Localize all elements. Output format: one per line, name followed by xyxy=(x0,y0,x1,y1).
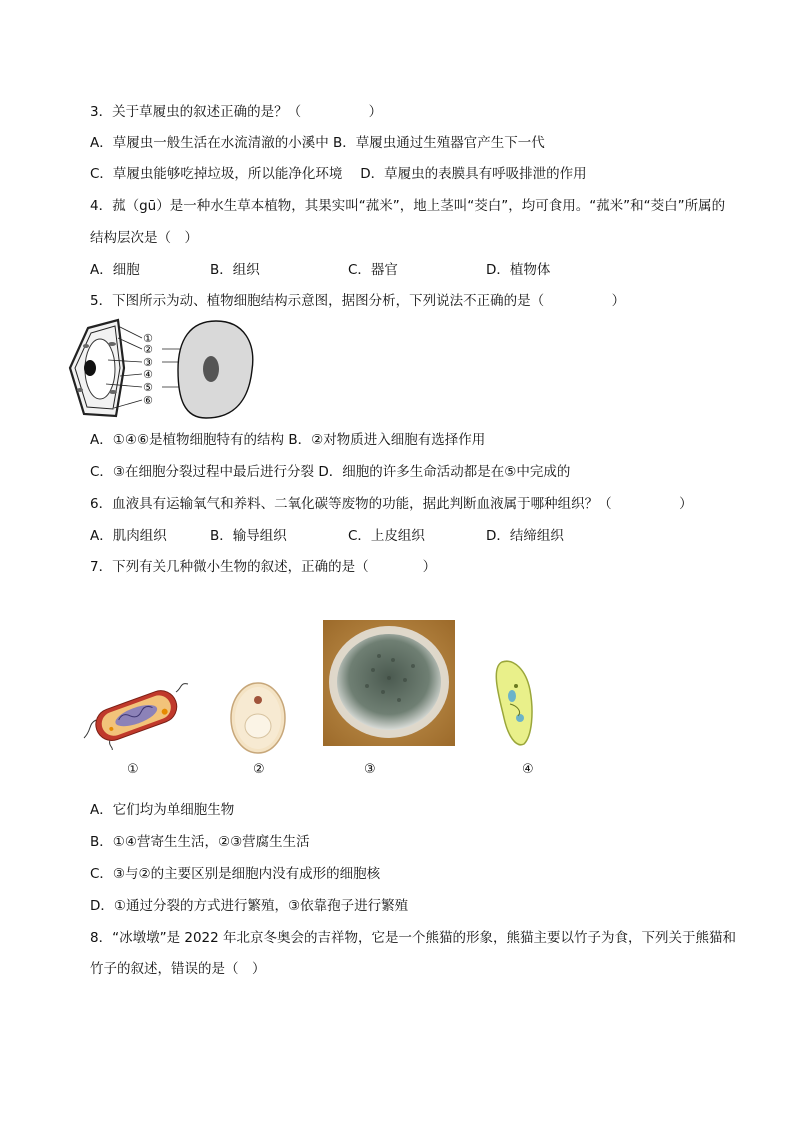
q5-stem: 5．下图所示为动、植物细胞结构示意图，据图分析，下列说法不正确的是（ ） xyxy=(90,293,626,309)
q7-option-d: D．①通过分裂的方式进行繁殖，③依靠孢子进行繁殖 xyxy=(90,898,409,914)
q4-option-a: A．细胞 xyxy=(90,262,140,278)
q7-option-c: C．③与②的主要区别是细胞内没有成形的细胞核 xyxy=(90,866,381,882)
q4-option-b: B．组织 xyxy=(210,262,260,278)
q5-options-line1: A．①④⑥是植物细胞特有的结构 B．②对物质进入细胞有选择作用 xyxy=(90,432,486,448)
image-label-2: ② xyxy=(253,762,265,777)
image-label-4: ④ xyxy=(522,762,534,777)
q6-option-a: A．肌肉组织 xyxy=(90,528,167,544)
plant-cell xyxy=(70,320,124,416)
bacterium-image xyxy=(80,680,190,750)
q7-stem: 7．下列有关几种微小生物的叙述，正确的是（ ） xyxy=(90,559,437,575)
image-label-3: ③ xyxy=(364,762,376,777)
label-5: ⑤ xyxy=(143,381,153,394)
label-2: ② xyxy=(143,343,153,356)
q6-option-d: D．结缔组织 xyxy=(486,528,564,544)
q4-option-c: C．器官 xyxy=(348,262,398,278)
image-label-1: ① xyxy=(127,762,139,777)
q6-stem: 6．血液具有运输氧气和养料、二氧化碳等废物的功能，据此判断血液属于哪种组织？（ ） xyxy=(90,496,693,512)
label-1: ① xyxy=(143,332,153,345)
q6-option-b: B．输导组织 xyxy=(210,528,287,544)
label-4: ④ xyxy=(143,368,153,381)
q7-option-a: A．它们均为单细胞生物 xyxy=(90,802,235,818)
q3-options-line2: C．草履虫能够吃掉垃圾，所以能净化环境 D．草履虫的表膜具有呼吸排泄的作用 xyxy=(90,166,587,182)
label-3: ③ xyxy=(143,356,153,369)
animal-cell xyxy=(178,321,253,418)
mold-colony-image xyxy=(323,620,455,746)
q4-stem-line2: 结构层次是（ ） xyxy=(90,230,198,246)
paramecium-image xyxy=(488,656,540,748)
q8-stem-line1: 8．“冰墩墩”是 2022 年北京冬奥会的吉祥物，它是一个熊猫的形象，熊猫主要以竹子为食，下列关于熊猫和 xyxy=(90,930,737,946)
q3-stem: 3．关于草履虫的叙述正确的是？（ ） xyxy=(90,104,383,120)
q4-stem-line1: 4．菰（gū）是一种水生草本植物，其果实叫“菰米”，地上茎叫“茭白”，均可食用。“菰米”和“茭白”所属的 xyxy=(90,198,726,214)
q4-option-d: D．植物体 xyxy=(486,262,551,278)
label-6: ⑥ xyxy=(143,394,153,407)
yeast-cell-image xyxy=(228,680,288,756)
q7-option-b: B．①④营寄生生活，②③营腐生生活 xyxy=(90,834,310,850)
q5-options-line2: C．③在细胞分裂过程中最后进行分裂 D．细胞的许多生命活动都是在⑤中完成的 xyxy=(90,464,571,480)
q8-stem-line2: 竹子的叙述，错误的是（ ） xyxy=(90,961,266,977)
cell-structure-diagram xyxy=(66,318,256,422)
q3-options-line1: A．草履虫一般生活在水流清澈的小溪中 B．草履虫通过生殖器官产生下一代 xyxy=(90,135,545,151)
q6-option-c: C．上皮组织 xyxy=(348,528,425,544)
